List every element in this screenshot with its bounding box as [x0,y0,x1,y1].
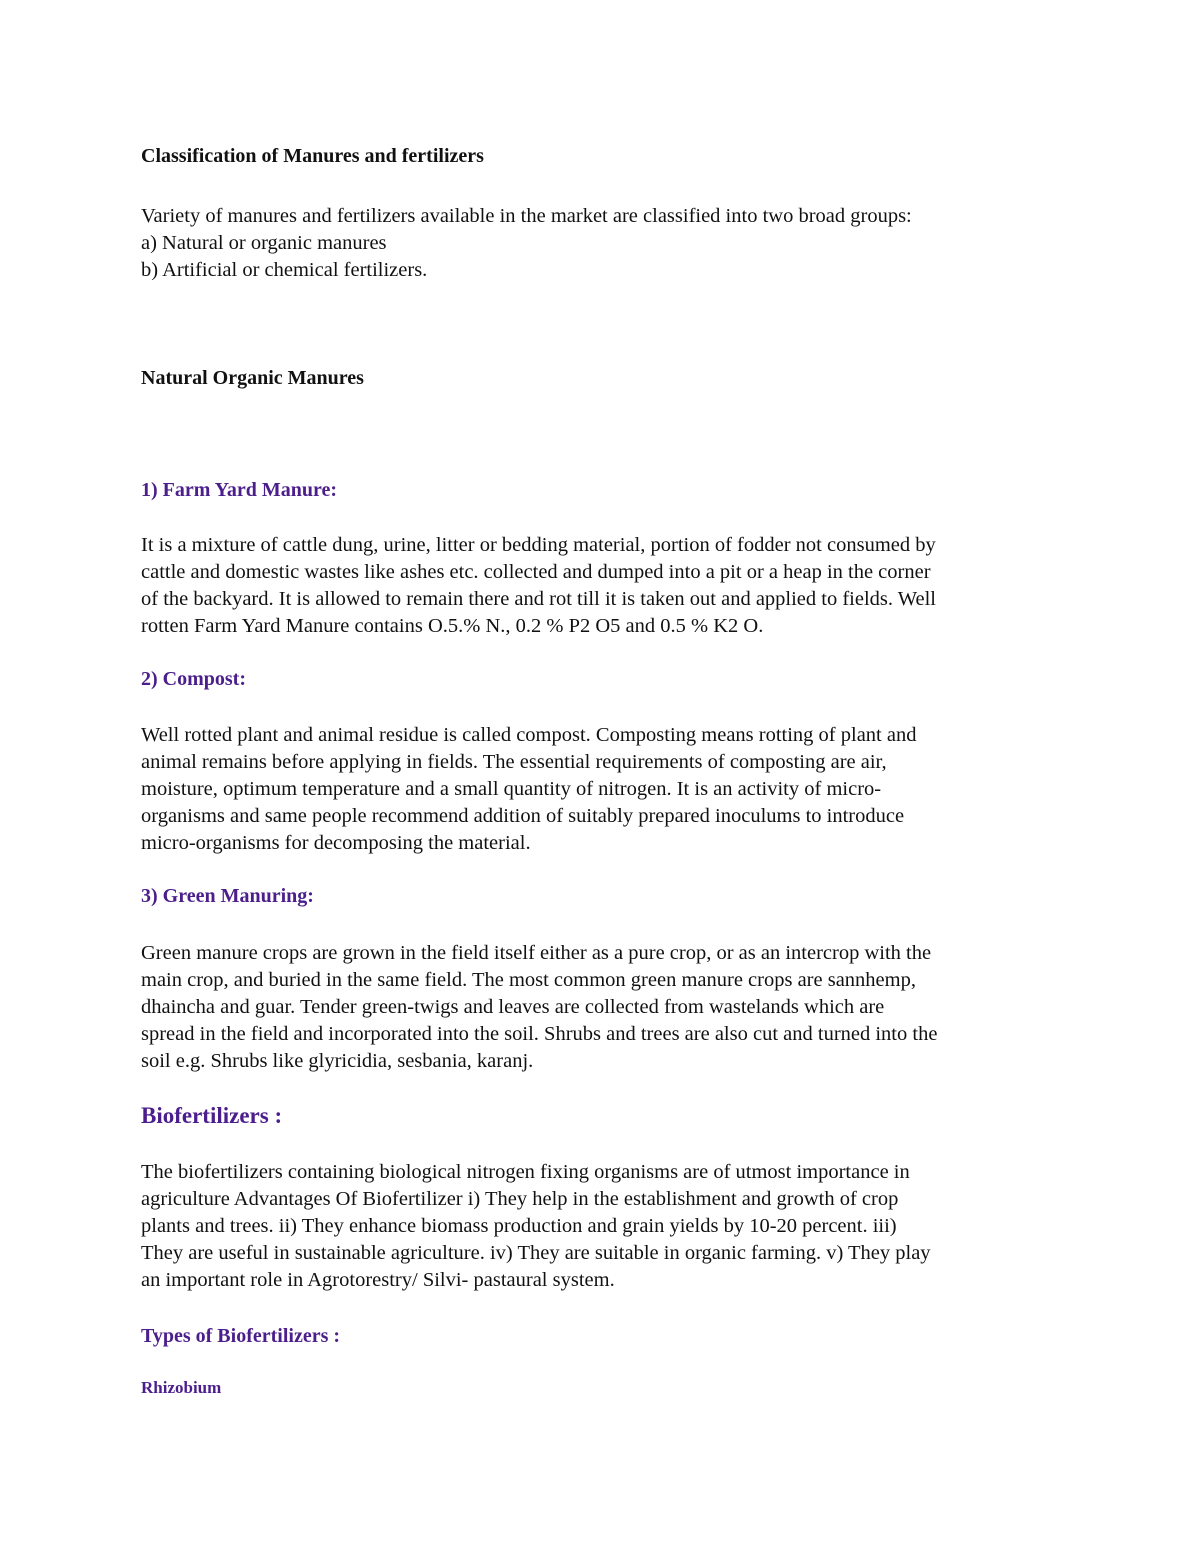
intro-line: Variety of manures and fertilizers available in the market are classified into two broad groups: [141,205,912,227]
biofertilizers-paragraph [141,1159,931,1294]
paragraph-line: It is a mixture of cattle dung, urine, litter or bedding material, portion of fodder not consumed by [141,534,936,556]
paragraph-line: moisture, optimum temperature and a small quantity of nitrogen. It is an activity of micro- [141,778,882,800]
heading-green-manuring: 3) Green Manuring: [141,885,314,907]
paragraph-line: organisms and same people recommend addition of suitably prepared inoculums to introduce [141,805,905,827]
paragraph-line: of the backyard. It is allowed to remain there and rot till it is taken out and applied to fields. Well [141,588,936,610]
paragraph-line: Well rotted plant and animal residue is called compost. Composting means rotting of plant and [141,724,917,746]
paragraph-line: an important role in Agrotorestry/ Silvi- pastaural system. [141,1269,615,1291]
heading-farm-yard-manure: 1) Farm Yard Manure: [141,479,338,501]
paragraph-line: main crop, and buried in the same field. The most common green manure crops are sannhemp, [141,969,916,991]
green-manuring-paragraph [141,940,937,1075]
paragraph-line: soil e.g. Shrubs like glyricidia, sesbania, karanj. [141,1050,534,1072]
heading-biofertilizers: Biofertilizers : [141,1103,283,1128]
classification-intro [141,203,912,284]
paragraph-line: spread in the field and incorporated into the soil. Shrubs and trees are also cut and turned into the [141,1023,938,1045]
paragraph-line: agriculture Advantages Of Biofertilizer i) They help in the establishment and growth of crop [141,1188,899,1210]
paragraph-line: plants and trees. ii) They enhance biomass production and grain yields by 10-20 percent. iii) [141,1215,897,1237]
section-title-classification: Classification of Manures and fertilizers [141,145,484,167]
list-item-artificial: b) Artificial or chemical fertilizers. [141,259,428,281]
section-title-natural-organic: Natural Organic Manures [141,367,364,389]
heading-compost: 2) Compost: [141,668,246,690]
paragraph-line: They are useful in sustainable agriculture. iv) They are suitable in organic farming. v) They play [141,1242,931,1264]
paragraph-line: rotten Farm Yard Manure contains O.5.% N., 0.2 % P2 O5 and 0.5 % K2 O. [141,615,764,637]
paragraph-line: cattle and domestic wastes like ashes etc. collected and dumped into a pit or a heap in the corner [141,561,931,583]
paragraph-line: micro-organisms for decomposing the material. [141,832,531,854]
list-item-natural: a) Natural or organic manures [141,232,387,254]
compost-paragraph [141,722,916,857]
paragraph-line: The biofertilizers containing biological nitrogen fixing organisms are of utmost importance in [141,1161,910,1183]
paragraph-line: Green manure crops are grown in the field itself either as a pure crop, or as an intercrop with the [141,942,932,964]
farm-yard-manure-paragraph [141,532,936,640]
heading-rhizobium: Rhizobium [141,1378,222,1397]
paragraph-line: animal remains before applying in fields. The essential requirements of composting are air, [141,751,887,773]
paragraph-line: dhaincha and guar. Tender green-twigs and leaves are collected from wastelands which are [141,996,885,1018]
heading-types-of-biofertilizers: Types of Biofertilizers : [141,1325,341,1347]
